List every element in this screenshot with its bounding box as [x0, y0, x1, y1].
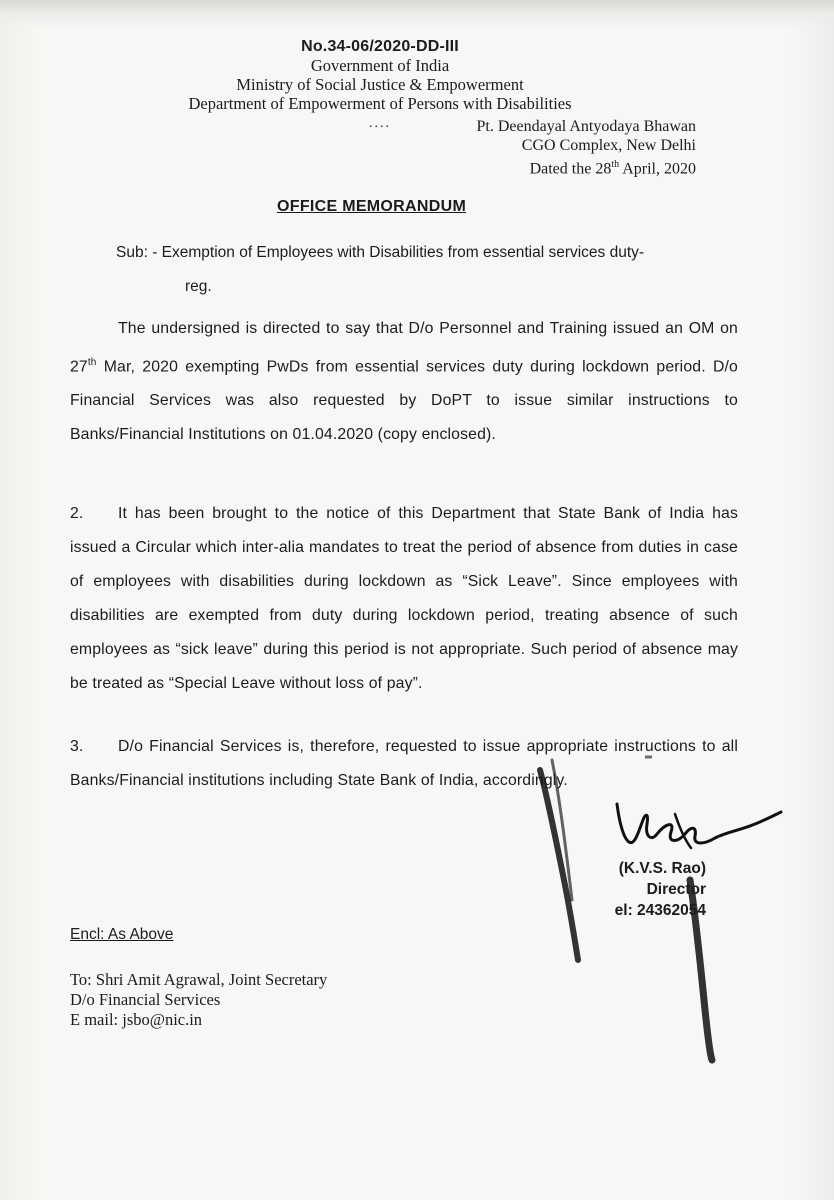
ministry-line: Ministry of Social Justice & Empowerment — [236, 75, 524, 94]
paragraph-2-text: It has been brought to the notice of this Department that State Bank of India has issued a Circular which inter-alia mandates to treat the period of absence from duties in case of employees with disabilities during lockdown as “Sick Leave”. Since employees with disabilities are exempted from duty during lockdown period, treating absence of such employees as “sick leave” during this period is not appropriate. Such period of absence may be treated as “Special Leave without loss of pay”. — [70, 505, 738, 692]
date-line — [446, 155, 696, 178]
signatory-designation: Director — [646, 881, 706, 898]
paragraph-1-ordinal: th — [87, 357, 97, 368]
date-suffix: April, 2020 — [619, 160, 696, 178]
signatory-phone: el: 24362054 — [614, 902, 706, 919]
date-ordinal: th — [611, 159, 620, 170]
file-number: No.34-06/2020-DD-III — [301, 38, 459, 55]
signatory-block — [560, 858, 706, 921]
signatory-name: (K.V.S. Rao) — [618, 860, 706, 877]
paragraph-1-text-b: Mar, 2020 exempting PwDs from essential services duty during lockdown period. D/o Financial Services was also requested by DoPT to issue similar instructions to Banks/Financial Institutions on 01.04.2020 (copy enclosed). — [70, 358, 738, 444]
paragraph-3-number: 3. — [70, 738, 84, 755]
subject-block — [116, 236, 741, 304]
recipient-line-1: To: Shri Amit Agrawal, Joint Secretary — [70, 970, 328, 989]
address-line-2: CGO Complex, New Delhi — [521, 137, 696, 154]
recipient-line-2: D/o Financial Services — [70, 990, 221, 1009]
department-line: Department of Empowerment of Persons with Disabilities — [188, 94, 572, 113]
government-line: Government of India — [310, 56, 450, 75]
memorandum-title: OFFICE MEMORANDUM — [277, 198, 467, 215]
recipient-line-3: E mail: jsbo@nic.in — [70, 1010, 203, 1029]
paragraph-3 — [70, 730, 738, 798]
paragraph-1 — [70, 312, 738, 452]
subject-reg: reg. — [185, 278, 212, 295]
paragraph-2 — [70, 497, 738, 701]
separator-dots: .... — [369, 116, 391, 131]
address-line-1: Pt. Deendayal Antyodaya Bhawan — [476, 118, 696, 135]
enclosure-note: Encl: As Above — [70, 926, 174, 943]
paragraph-2-number: 2. — [70, 505, 84, 522]
office-address — [446, 117, 696, 178]
paragraph-3-text: D/o Financial Services is, therefore, requested to issue appropriate instructions to all Banks/Financial institutions including State Bank of India, accordingly. — [70, 738, 738, 789]
paragraph-1-text-a: The undersigned is directed to say that D/o Personnel and Training issued an OM on 27 — [70, 320, 738, 376]
recipient-block — [70, 970, 327, 1030]
subject-line: Sub: - Exemption of Employees with Disabilities from essential services duty- — [116, 244, 645, 261]
date-prefix: Dated the 28 — [529, 160, 612, 178]
scan-edge-shadow — [0, 0, 834, 28]
